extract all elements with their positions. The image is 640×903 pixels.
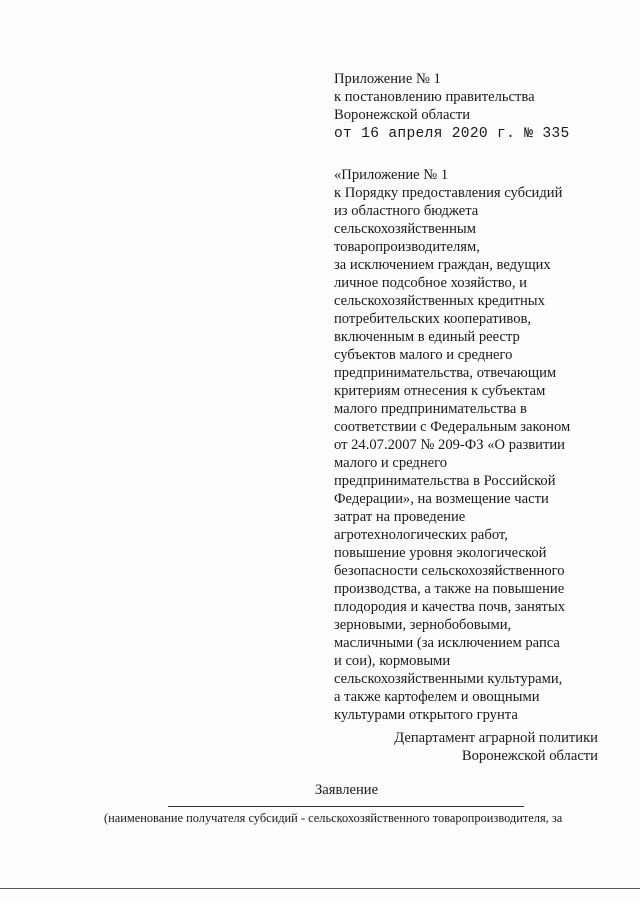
statement-title: Заявление [315,782,379,798]
appendix-line: товаропроизводителям, [334,239,480,255]
header-date-line: от 16 апреля 2020 г. № 335 [334,126,570,142]
addressee-line-1: Департамент аграрной политики [394,730,598,746]
appendix-line: малого и среднего [334,455,448,471]
header-line-2: к постановлению правительства [334,89,535,105]
appendix-line: затрат на проведение [334,509,466,525]
appendix-line: плодородия и качества почв, занятых [334,599,566,615]
appendix-line: масличными (за исключением рапса [334,635,560,651]
addressee-line-2: Воронежской области [461,748,598,764]
appendix-line: а также картофелем и овощными [334,689,540,705]
appendix-line: критериям отнесения к субъектам [334,383,546,399]
appendix-line: зерновыми, зернобобовыми, [334,617,512,633]
applicant-name-caption: (наименование получателя субсидий - сельскохозяйственного товаропроизводителя, за [104,811,563,825]
page-bottom-edge [0,888,640,889]
appendix-line: сельскохозяйственными культурами, [334,671,563,687]
appendix-line: субъектов малого и среднего [334,347,513,363]
appendix-line: соответствии с Федеральным законом [334,419,571,435]
appendix-line: и сои), кормовыми [334,653,451,669]
appendix-line: агротехнологических работ, [334,527,508,543]
appendix-line: повышение уровня экологической [334,545,547,561]
appendix-line: малого предпринимательства в [334,401,527,417]
appendix-line: «Приложение № 1 [334,167,449,183]
appendix-line: к Порядку предоставления субсидий [334,185,563,201]
appendix-line: личное подсобное хозяйство, и [334,275,527,291]
appendix-line: от 24.07.2007 № 209-ФЗ «О развитии [334,437,565,453]
appendix-line: за исключением граждан, ведущих [334,257,551,273]
appendix-line: сельскохозяйственным [334,221,476,237]
header-line-3: Воронежской области [334,107,471,123]
appendix-line: производства, а также на повышение [334,581,565,597]
appendix-line: потребительских кооперативов, [334,311,532,327]
appendix-line: культурами открытого грунта [334,707,518,723]
appendix-line: Федерации», на возмещение части [334,491,549,507]
applicant-name-line [168,806,524,807]
appendix-line: сельскохозяйственных кредитных [334,293,545,309]
appendix-line: предпринимательства в Российской [334,473,556,489]
appendix-line: предпринимательства, отвечающим [334,365,557,381]
header-line-1: Приложение № 1 [334,71,441,87]
appendix-line: безопасности сельскохозяйственного [334,563,565,579]
appendix-line: включенным в единый реестр [334,329,520,345]
appendix-line: из областного бюджета [334,203,479,219]
